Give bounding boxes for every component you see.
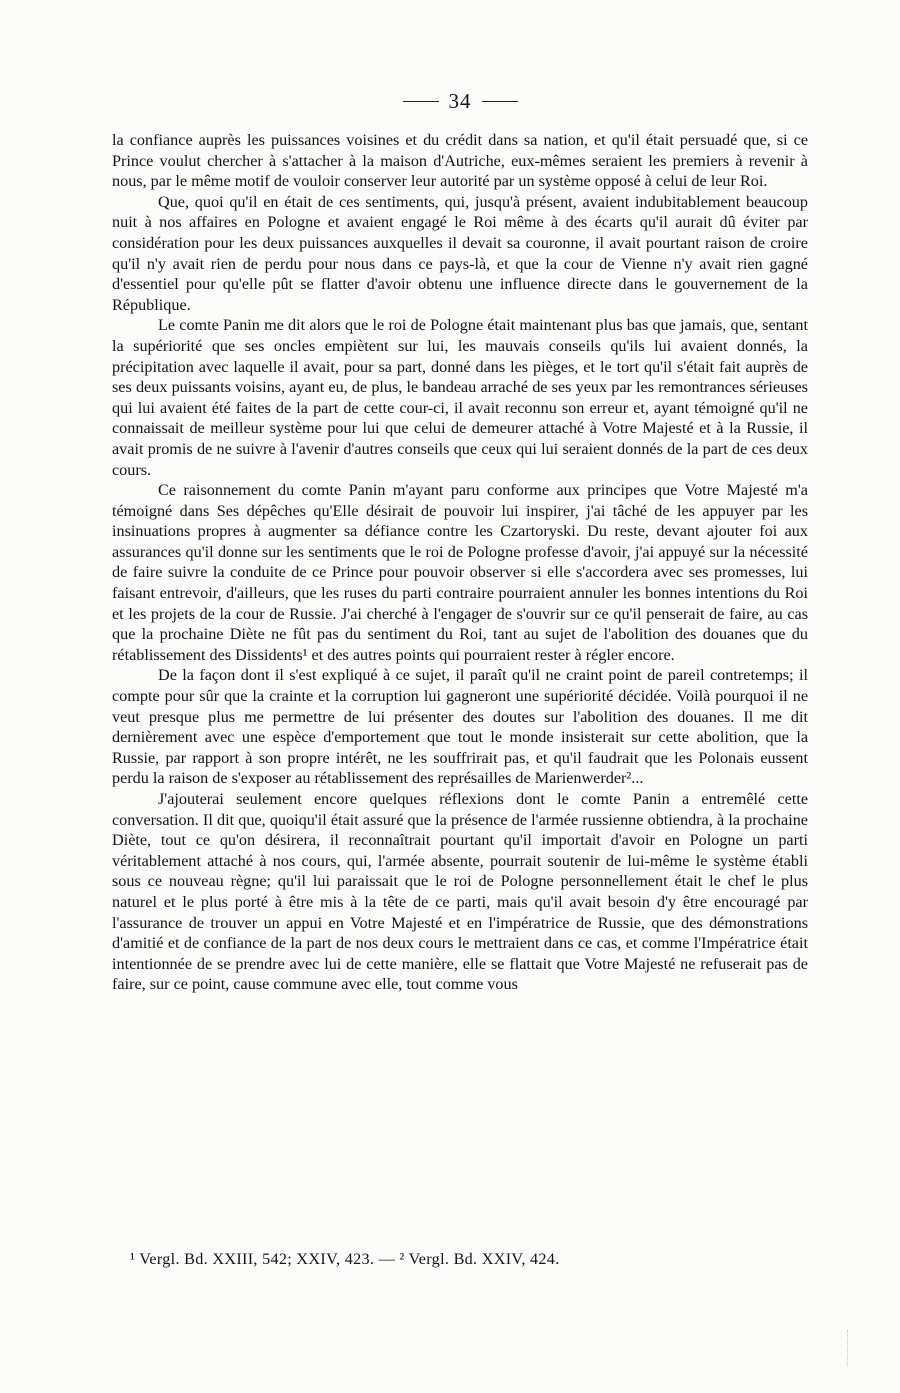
page-number: 34 — [448, 88, 472, 113]
margin-scan-mark — [847, 1330, 854, 1366]
paragraph: J'ajouterai seulement encore quelques réflexions dont le comte Panin a entremêlé cette conversation. Il dit que, quoiqu'il était assuré que la présence de l'armée russienne obtiendra, à la prochaine Diète, tout ce qu'on désirera, il reconnaîtrait pourtant qu'il importait d'avoir en Pologne un parti véritablement attaché à nos cours, qui, l'armée absente, pourrait soutenir de lui-même le système établi sous ce nouveau règne; qu'il lui paraissait que le roi de Pologne personnellement était le chef le plus naturel et le plus porté à être mis à la tête de ce parti, mais qu'il avait besoin d'y être encouragé par l'assurance de trouver un appui en Votre Majesté et en l'impératrice de Russie, que des démonstrations d'amitié et de confiance de la part de nos deux cours le mettraient dans ce cas, et comme l'Impératrice était intentionnée de se prendre avec lui de cette manière, elle se flattait que Votre Majesté ne refuserait pas de faire, sur ce point, cause commune avec elle, tout comme vous — [112, 790, 808, 994]
paragraph: la confiance auprès les puissances voisines et du crédit dans sa nation, et qu'il était persuadé que, si ce Prince voulut chercher à s'attacher à la maison d'Autriche, eux-mêmes seraient les premiers à revenir à nous, par le même motif de vouloir conserver leur autorité par un système opposé à celui de leur Roi. — [112, 131, 808, 191]
body-text — [112, 130, 808, 995]
header-rule-left — [403, 101, 439, 102]
paragraph: Que, quoi qu'il en était de ces sentiments, qui, jusqu'à présent, avaient indubitablement beaucoup nuit à nos affaires en Pologne et avaient engagé le Roi même à des écarts qu'il aurait dû éviter par considération pour les deux puissances auxquelles il devait sa couronne, il avait pourtant raison de croire qu'il n'y avait rien de perdu pour nous dans ce pays-là, et que la cour de Vienne n'y avait rien gagné d'essentiel pour qu'elle pût se flatter d'avoir obtenu une influence directe dans le gouvernement de la République. — [112, 192, 808, 314]
header-rule-right — [482, 101, 518, 102]
document-page — [112, 86, 808, 995]
footnote: ¹ Vergl. Bd. XXIII, 542; XXIV, 423. — ² Vergl. Bd. XXIV, 424. — [130, 1250, 560, 1268]
paragraph: Le comte Panin me dit alors que le roi de Pologne était maintenant plus bas que jamais, que, sentant la supériorité que ses oncles empiètent sur lui, les mauvais conseils qu'ils lui avaient donnés, la précipitation avec laquelle il avait, pour sa part, donné dans les pièges, et le tort qu'il s'était fait auprès de ses deux puissants voisins, ayant eu, de plus, le bandeau arraché de ses yeux par les remontrances sérieuses qui lui avaient été faites de la part de cette cour-ci, il avait reconnu son erreur et, ayant témoigné qu'il ne connaissait de meilleur système pour lui que celui de demeurer attaché à Votre Majesté et à la Russie, il avait promis de ne suivre à l'avenir d'autres conseils que ceux qui lui seraient donnés de la part de ces deux cours. — [112, 316, 808, 479]
paragraph: De la façon dont il s'est expliqué à ce sujet, il paraît qu'il ne craint point de pareil contretemps; il compte pour sûr que la crainte et la corruption lui gagneront une supériorité décidée. Voilà pourquoi il ne veut presque plus me permettre de lui présenter des doutes sur l'abolition des douanes. Il me dit dernièrement avec une espèce d'emportement que tout le monde insisterait sur cette abolition, que la Russie, par rapport à son propre intérêt, ne les souffrirait pas, et qu'il faudrait que les Polonais eussent perdu la raison de s'exposer au rétablissement des représailles de Marienwerder²... — [112, 666, 808, 788]
paragraph: Ce raisonnement du comte Panin m'ayant paru conforme aux principes que Votre Majesté m'a témoigné dans Ses dépêches qu'Elle désirait de pouvoir lui inspirer, j'ai tâché de les appuyer par les insinuations propres à augmenter sa défiance contre les Czartoryski. Du reste, devant ajouter foi aux assurances qu'il donne sur les sentiments que le roi de Pologne professe d'avoir, j'ai appuyé sur la nécessité de faire suivre la conduite de ce Prince pour pouvoir observer si elle s'accordera avec ses promesses, lui faisant entrevoir, d'ailleurs, que les ruses du parti contraire pourraient annuler les bonnes intentions du Roi et les projets de la cour de Russie. J'ai cherché à l'engager de s'ouvrir sur ce qu'il penserait de faire, au cas que la prochaine Diète ne fût pas du sentiment du Roi, tant au sujet de l'abolition des douanes que du rétablissement des Dissidents¹ et des autres points qui pourraient rester à régler encore. — [112, 481, 808, 664]
page-header — [112, 86, 808, 116]
